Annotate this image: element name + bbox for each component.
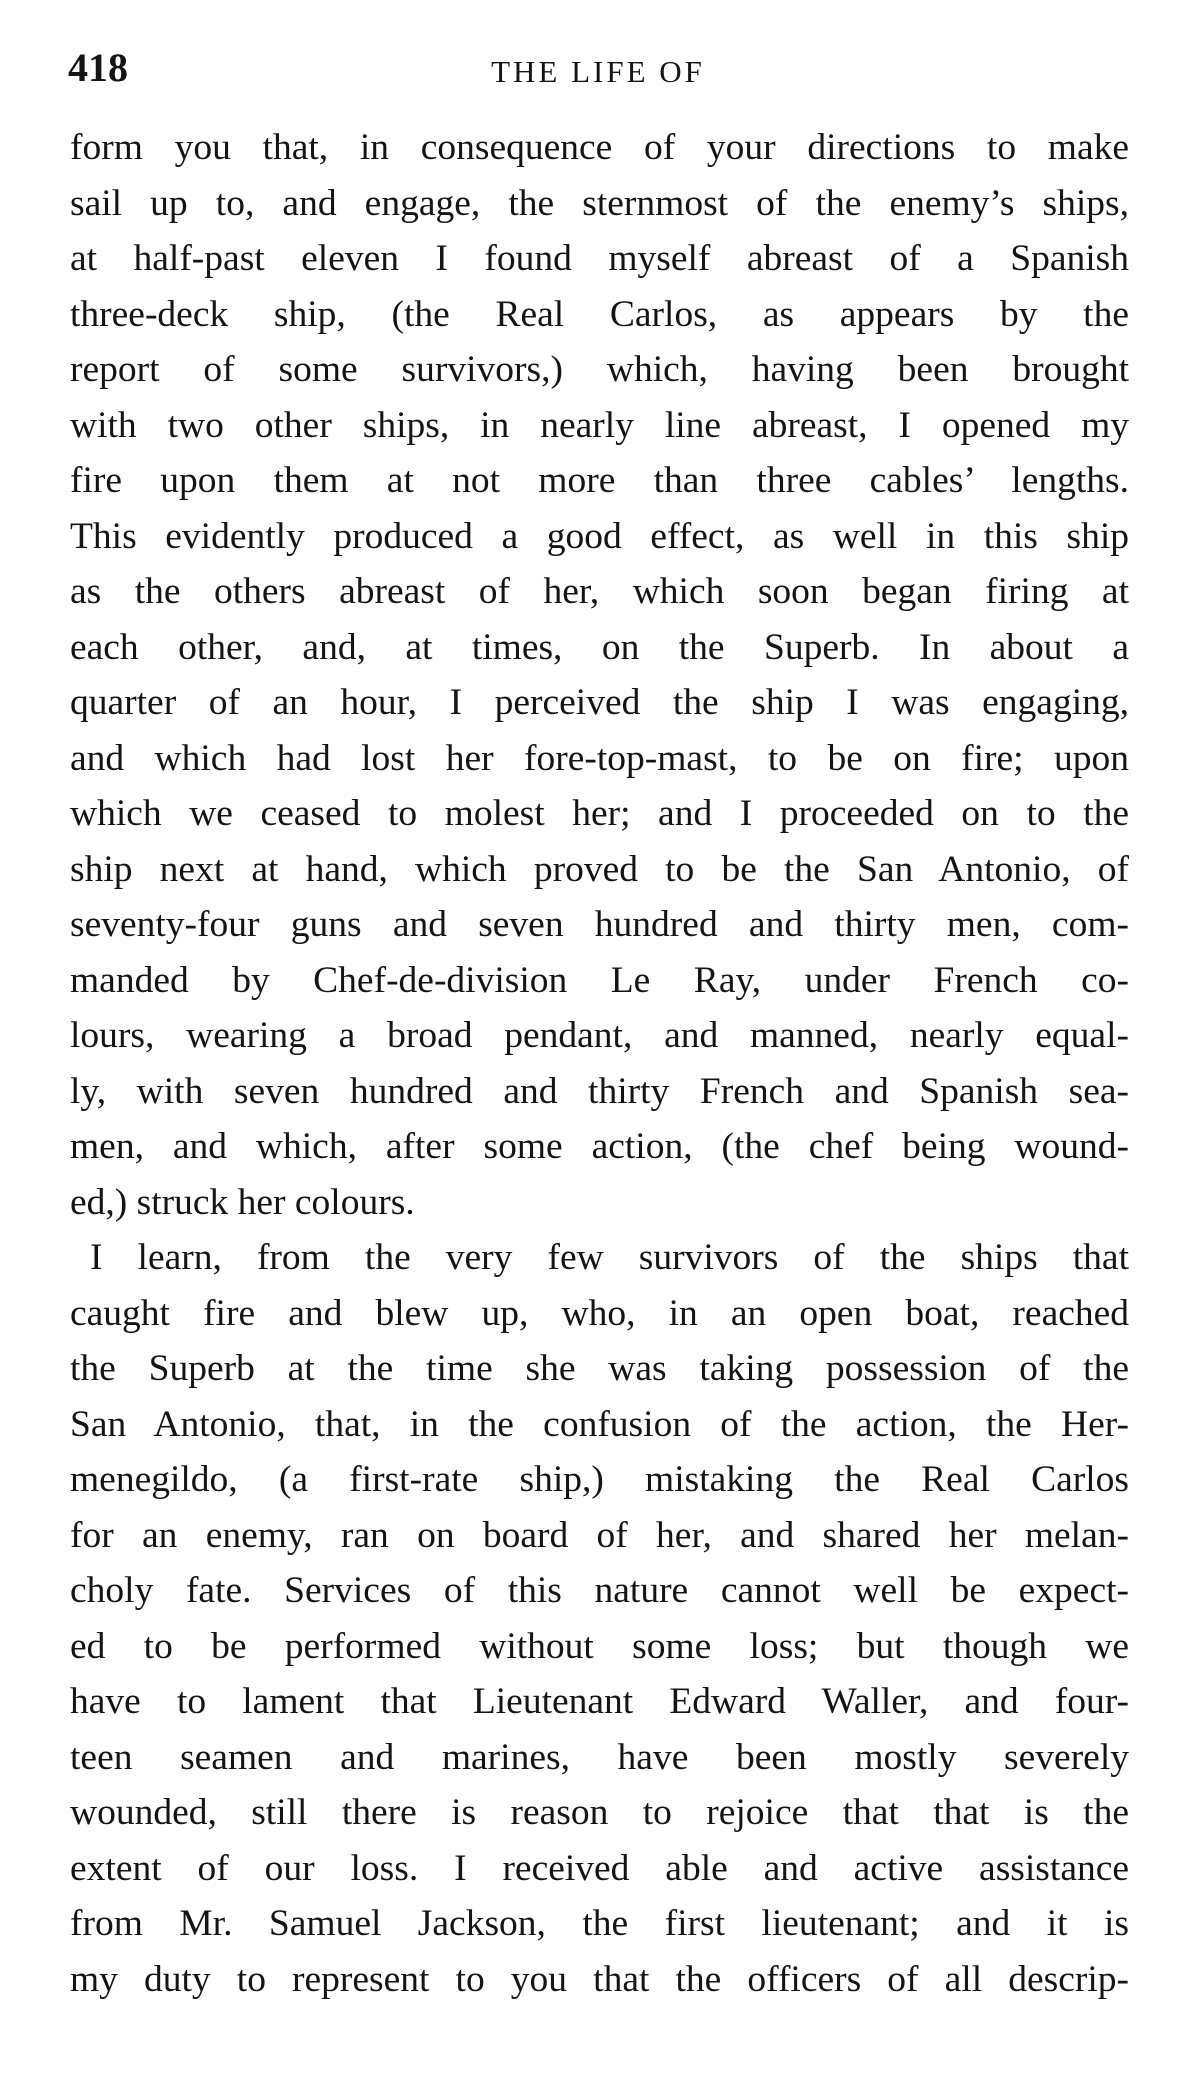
text-line: San Antonio, that, in the confusion of the action, the Her-	[70, 1403, 1129, 1445]
text-line: ly, with seven hundred and thirty French and Spanish sea-	[70, 1070, 1129, 1112]
text-line: which we ceased to molest her; and I proceeded on to the	[70, 793, 1129, 834]
text-line: and which had lost her fore-top-mast, to be on fire; upon	[70, 737, 1129, 779]
text-line: men, and which, after some action, (the chef being wound-	[70, 1126, 1129, 1167]
text-line: seventy-four guns and seven hundred and thirty men, com-	[70, 904, 1129, 945]
text-line: lours, wearing a broad pendant, and manned, nearly equal-	[70, 1015, 1129, 1056]
text-line: choly fate. Services of this nature cannot well be expect-	[70, 1570, 1129, 1611]
text-line: each other, and, at times, on the Superb. In about a	[70, 626, 1129, 668]
text-line: sail up to, and engage, the sternmost of the enemy’s ships,	[70, 182, 1129, 224]
text-line: This evidently produced a good effect, as well in this ship	[70, 515, 1129, 557]
body-text	[70, 120, 1129, 2007]
text-line: caught fire and blew up, who, in an open boat, reached	[70, 1292, 1129, 1334]
page-header	[68, 38, 1128, 98]
text-line: manded by Chef-de-division Le Ray, under French co-	[70, 959, 1129, 1001]
text-line: report of some survivors,) which, having been brought	[70, 349, 1129, 390]
text-line: have to lament that Lieutenant Edward Waller, and four-	[70, 1681, 1129, 1722]
paragraph-start-line: I learn, from the very few survivors of the ships that	[90, 1237, 1129, 1278]
text-line: from Mr. Samuel Jackson, the first lieutenant; and it is	[70, 1903, 1129, 1944]
text-line: ed to be performed without some loss; but though we	[70, 1625, 1129, 1667]
text-line: ship next at hand, which proved to be the San Antonio, of	[70, 848, 1129, 890]
text-line: for an enemy, ran on board of her, and shared her melan-	[70, 1514, 1129, 1556]
text-line: teen seamen and marines, have been mostly severely	[70, 1736, 1129, 1778]
text-line: as the others abreast of her, which soon began firing at	[70, 571, 1129, 612]
text-line: the Superb at the time she was taking possession of the	[70, 1348, 1129, 1389]
page-number: 418	[68, 45, 128, 90]
text-line: with two other ships, in nearly line abreast, I opened my	[70, 404, 1129, 446]
text-line: quarter of an hour, I perceived the ship I was engaging,	[70, 682, 1129, 723]
text-line: extent of our loss. I received able and active assistance	[70, 1847, 1129, 1889]
text-line: menegildo, (a first-rate ship,) mistaking the Real Carlos	[70, 1459, 1129, 1500]
text-line: form you that, in consequence of your directions to make	[70, 127, 1129, 168]
text-line: fire upon them at not more than three cables’ lengths.	[70, 460, 1129, 501]
running-head: THE LIFE OF	[491, 54, 705, 89]
text-line: my duty to represent to you that the officers of all descrip-	[70, 1958, 1129, 2000]
paragraph-end-line: ed,) struck her colours.	[70, 1181, 415, 1223]
text-line: wounded, still there is reason to rejoice that that is the	[70, 1792, 1129, 1833]
text-line: at half-past eleven I found myself abreast of a Spanish	[70, 238, 1129, 279]
text-line: three-deck ship, (the Real Carlos, as appears by the	[70, 293, 1129, 335]
